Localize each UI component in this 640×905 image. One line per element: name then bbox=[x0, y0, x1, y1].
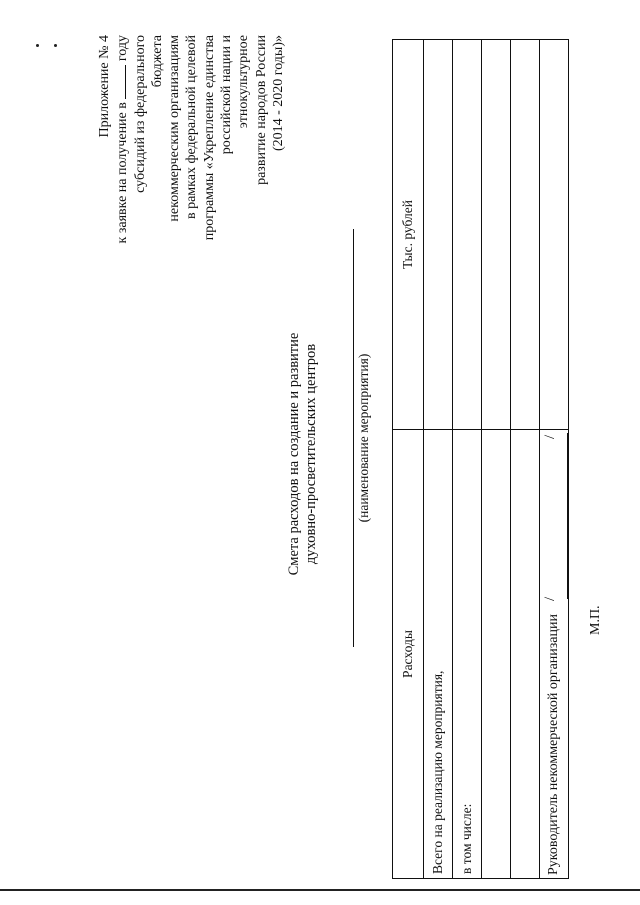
appendix-line: Приложение № 4 bbox=[97, 35, 112, 138]
expense-cell[interactable]: Всего на реализацию мероприятия, bbox=[424, 430, 453, 879]
expense-cell[interactable] bbox=[511, 430, 540, 879]
appendix-line-text: к заявке на получение в bbox=[115, 102, 131, 244]
appendix-line-text: году bbox=[115, 35, 131, 62]
signature-slash: / bbox=[542, 434, 558, 439]
appendix-line bbox=[113, 35, 131, 247]
expense-cell[interactable]: в том числе: bbox=[453, 430, 482, 879]
signature-slash: / bbox=[542, 596, 558, 601]
appendix-line: развитие народов России bbox=[253, 35, 269, 185]
appendix-line: субсидий из федерального бюджета bbox=[132, 35, 165, 193]
amount-cell[interactable] bbox=[511, 40, 540, 430]
appendix-line: (2014 - 2020 годы)» bbox=[270, 35, 286, 152]
table-row bbox=[482, 40, 511, 879]
table-header-row bbox=[393, 40, 424, 879]
table-row bbox=[453, 40, 482, 879]
year-blank-field[interactable] bbox=[113, 65, 126, 99]
title-line: духовно-просветительских центров bbox=[303, 343, 319, 565]
expense-table bbox=[392, 39, 569, 879]
column-header-expenses: Расходы bbox=[393, 430, 424, 879]
amount-cell[interactable] bbox=[482, 40, 511, 430]
amount-cell[interactable] bbox=[424, 40, 453, 430]
column-header-amount: Тыс. рублей bbox=[393, 40, 424, 430]
amount-cell[interactable] bbox=[453, 40, 482, 430]
appendix-line: российской нации и этнокультурное bbox=[219, 35, 252, 155]
table-row bbox=[511, 40, 540, 879]
expense-cell[interactable] bbox=[482, 430, 511, 879]
document-sheet bbox=[12, 29, 603, 889]
event-name-caption: (наименование мероприятия) bbox=[356, 353, 371, 523]
signature-field[interactable] bbox=[545, 433, 568, 599]
expense-table-wrap bbox=[392, 39, 569, 879]
appendix-line: в рамках федеральной целевой bbox=[184, 35, 200, 220]
signature-label: Руководитель некоммерческой организации bbox=[546, 614, 561, 875]
title-line: Смета расходов на создание и развитие bbox=[286, 332, 302, 576]
stamp-placeholder: М.П. bbox=[588, 605, 603, 635]
appendix-block bbox=[96, 35, 287, 247]
amount-cell[interactable] bbox=[540, 40, 569, 430]
table-row bbox=[424, 40, 453, 879]
appendix-line: программы «Укрепление единства bbox=[201, 35, 217, 241]
event-name-field[interactable] bbox=[353, 229, 354, 647]
appendix-line: некоммерческим организациям bbox=[167, 35, 183, 222]
document-title bbox=[286, 269, 320, 639]
scan-edge-line bbox=[0, 889, 640, 891]
